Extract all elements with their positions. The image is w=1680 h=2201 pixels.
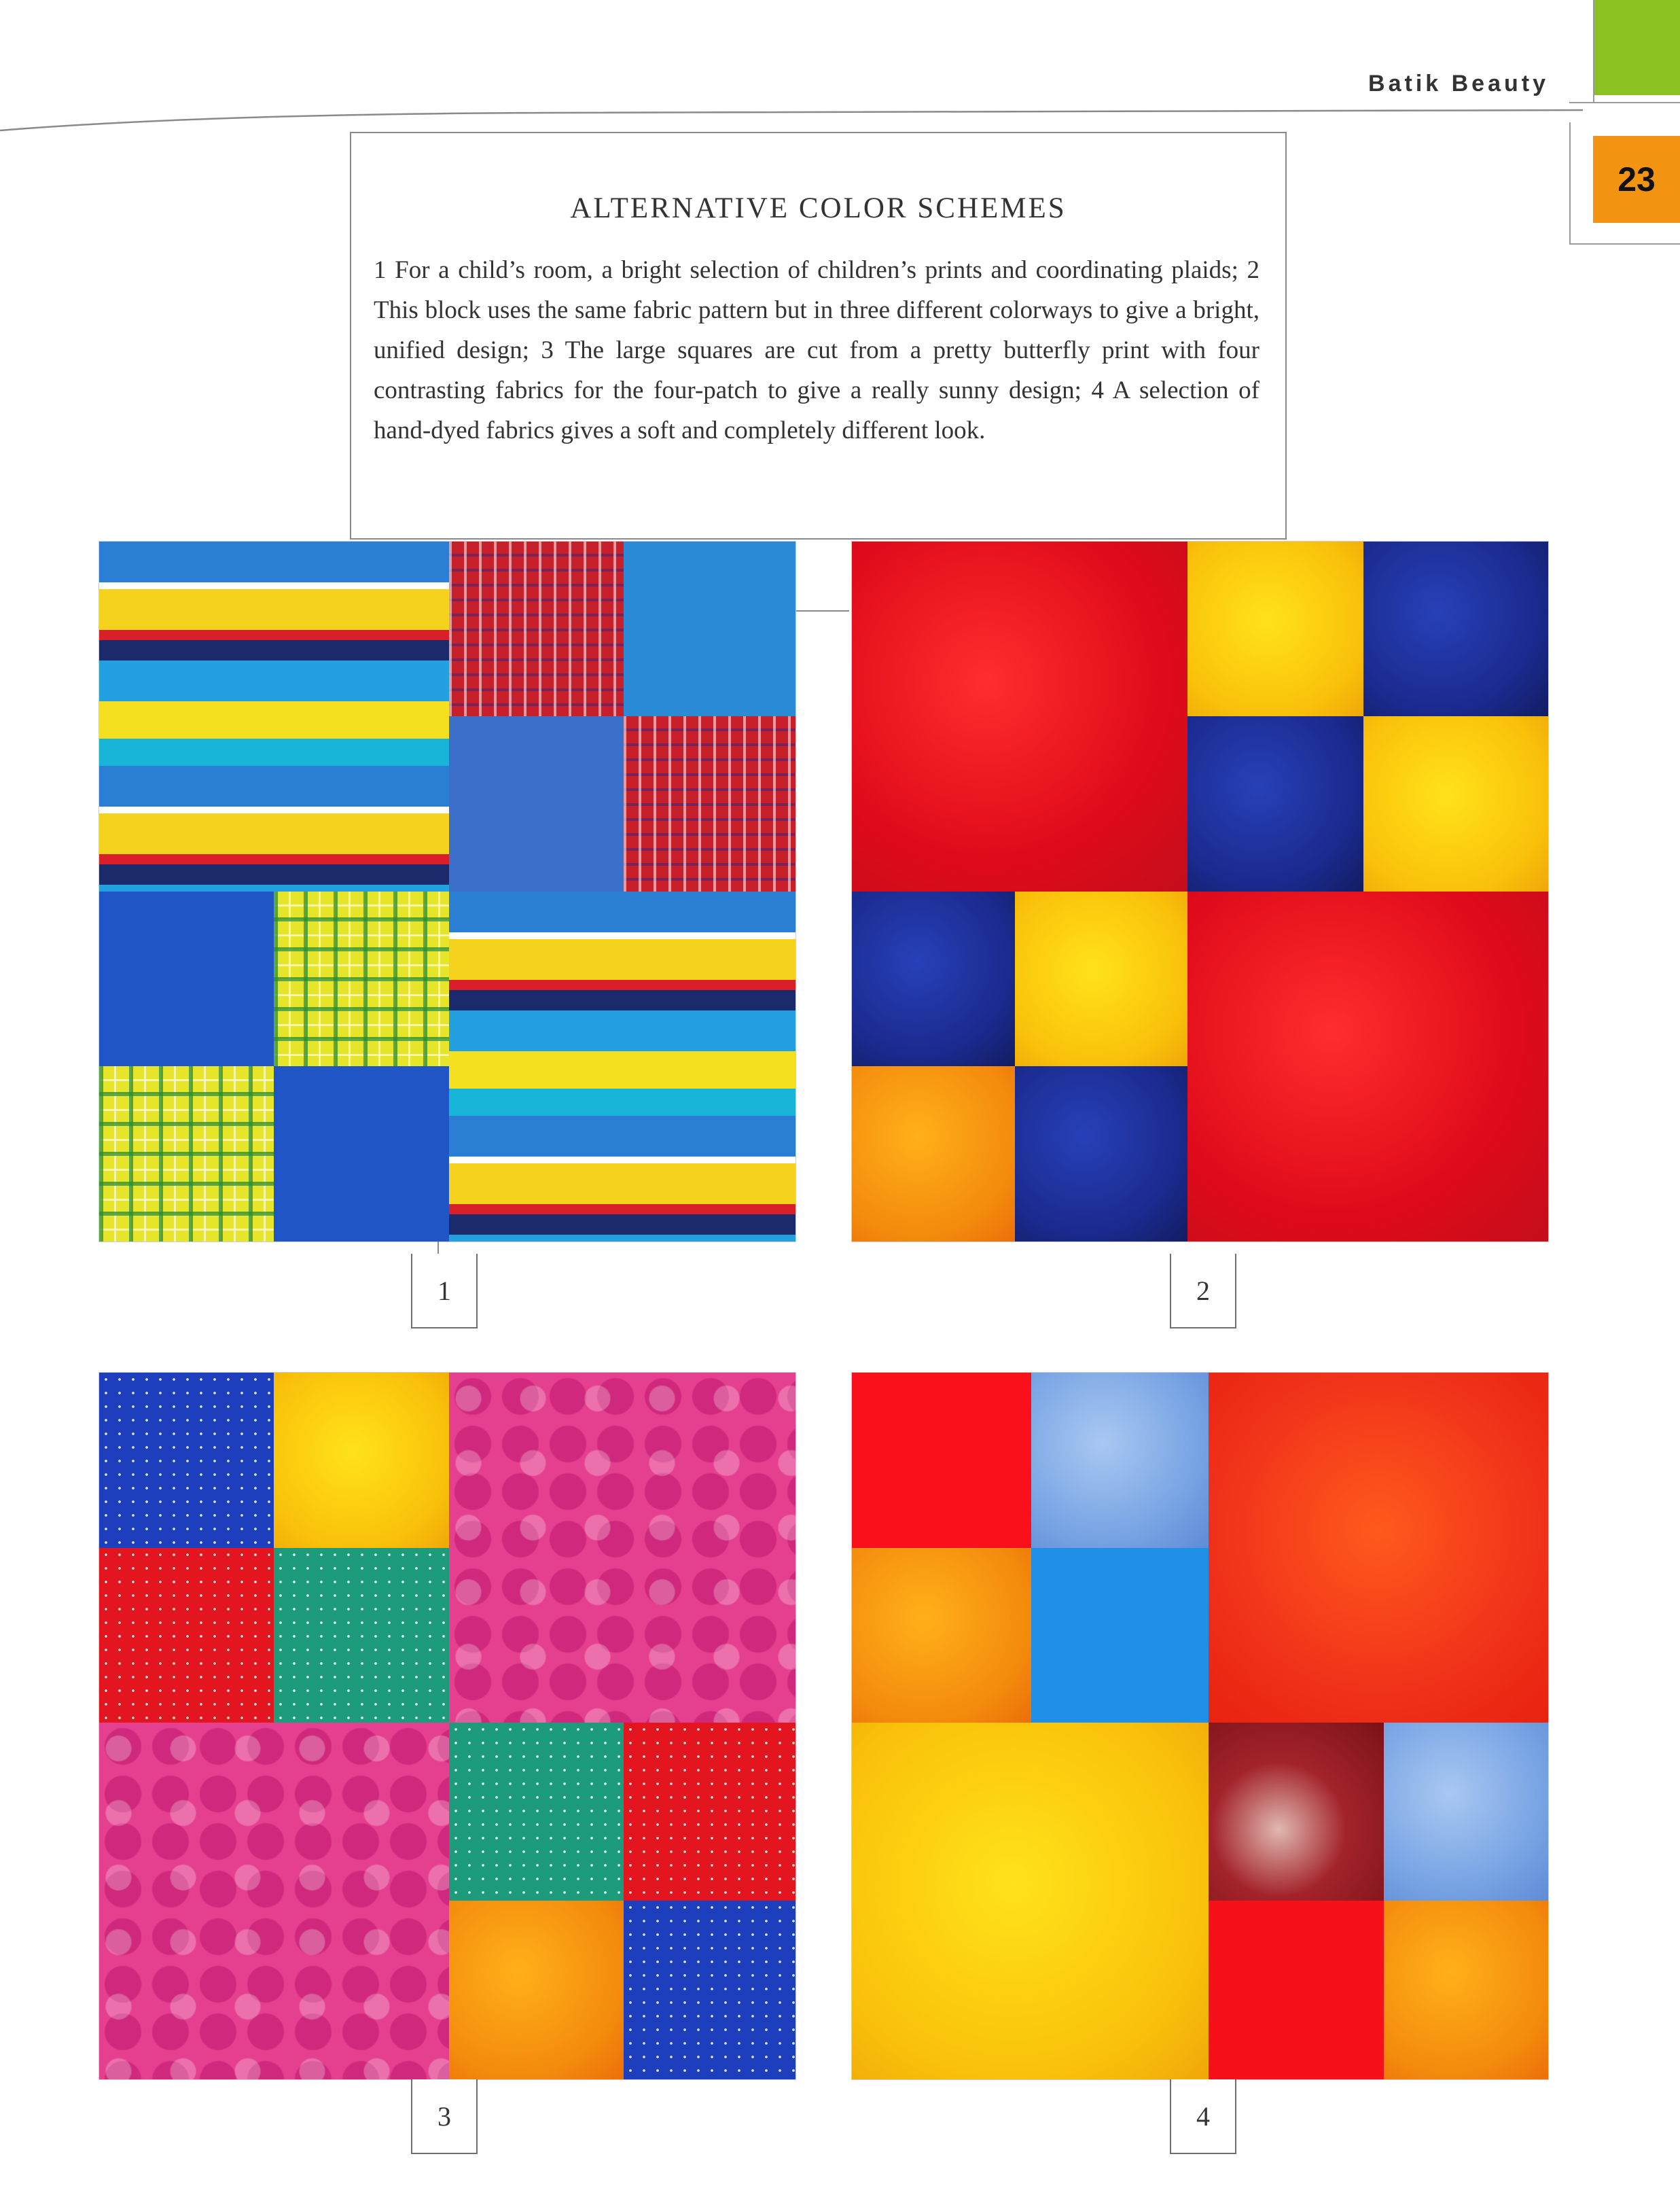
page-number-tab [1593, 136, 1680, 223]
patch-red-orange-hand-dyed [1209, 1373, 1548, 1723]
patch-yellow-hand-dyed [852, 1723, 1209, 2079]
patch-green-plaid [99, 1066, 274, 1242]
patch-sky-hand-dyed [1031, 1373, 1209, 1548]
patch-sky-hand-dyed [1384, 1723, 1548, 1901]
figure-label-3 [411, 2079, 478, 2154]
label-connector [437, 1242, 439, 1255]
patch-red-hand-dyed [852, 1373, 1031, 1548]
patch-red-hand-dyed [1209, 1901, 1384, 2079]
figure-label-1 [411, 1254, 478, 1328]
box-heading: ALTERNATIVE COLOR SCHEMES [570, 192, 1067, 224]
tab-frame-line [1569, 102, 1680, 103]
patch-red-dot [99, 1548, 274, 1723]
patch-blue-batik [852, 892, 1015, 1066]
chapter-tab-green [1593, 0, 1680, 95]
patch-blue-print [99, 892, 274, 1066]
patch-blue-batik [1187, 716, 1363, 892]
patch-yellow-batik [1363, 716, 1548, 892]
page-number: 23 [1618, 160, 1656, 198]
quilt-block-1 [99, 542, 796, 1242]
patch-green-plaid [274, 892, 449, 1066]
header-rule [0, 102, 1583, 136]
patch-butterfly-print [449, 1373, 796, 1723]
patch-red-dot [624, 1723, 796, 1901]
patch-burgundy-hand-dyed [1209, 1723, 1384, 1901]
quilt-block-4 [852, 1373, 1548, 2079]
patch-butterfly-print [99, 1723, 449, 2079]
patch-yellow-batik [1015, 892, 1187, 1066]
patch-blue-print [274, 1066, 449, 1242]
patch-orange [449, 1901, 624, 2079]
patch-yellow [274, 1373, 449, 1548]
patch-blue-dot [99, 1373, 274, 1548]
patch-teal-print [449, 1723, 624, 1901]
patch-childrens-print [449, 892, 796, 1242]
quilt-block-2 [852, 542, 1548, 1242]
patch-yellow-batik [1187, 542, 1363, 716]
tab-frame-line [1569, 122, 1571, 245]
patch-orange-hand-dyed [1384, 1901, 1548, 2079]
patch-blue-batik [1363, 542, 1548, 716]
patch-childrens-print [99, 542, 449, 892]
figure-label-4 [1170, 2079, 1236, 2154]
patch-orange-batik [852, 1066, 1015, 1242]
figure-label-text: 3 [437, 2100, 451, 2132]
quilt-block-3 [99, 1373, 796, 2079]
patch-red-batik [852, 542, 1187, 892]
figure-label-2 [1170, 1254, 1236, 1328]
patch-nautical-print [624, 542, 796, 716]
patch-red-check [449, 542, 624, 716]
running-title: Batik Beauty [1368, 71, 1549, 96]
patch-blue-batik [1015, 1066, 1187, 1242]
patch-red-check [624, 716, 796, 892]
patch-nautical-print [449, 716, 624, 892]
box-body: 1 For a child’s room, a bright selection of children’s prints and coordinating plaids; 2 This block uses the same fabric pattern but in three different colorways to give a bright, unified design; 3 The large squares are cut from a pretty butterfly print with four contrasting fabrics for the four-patch to give a really sunny design; 4 A selection of hand-dyed fabrics gives a soft and completely different look. [374, 256, 1259, 444]
tab-frame-line [1569, 243, 1680, 245]
patch-blue-dot [624, 1901, 796, 2079]
patch-orange-hand-dyed [852, 1548, 1031, 1723]
figure-label-text: 1 [437, 1275, 451, 1306]
patch-blue-hand-dyed [1031, 1548, 1209, 1723]
connector-line [795, 610, 849, 612]
patch-red-batik [1187, 892, 1548, 1242]
tab-frame-line [1593, 0, 1594, 102]
figure-label-text: 2 [1196, 1275, 1210, 1306]
figure-label-text: 4 [1196, 2100, 1210, 2132]
patch-teal-print [274, 1548, 449, 1723]
